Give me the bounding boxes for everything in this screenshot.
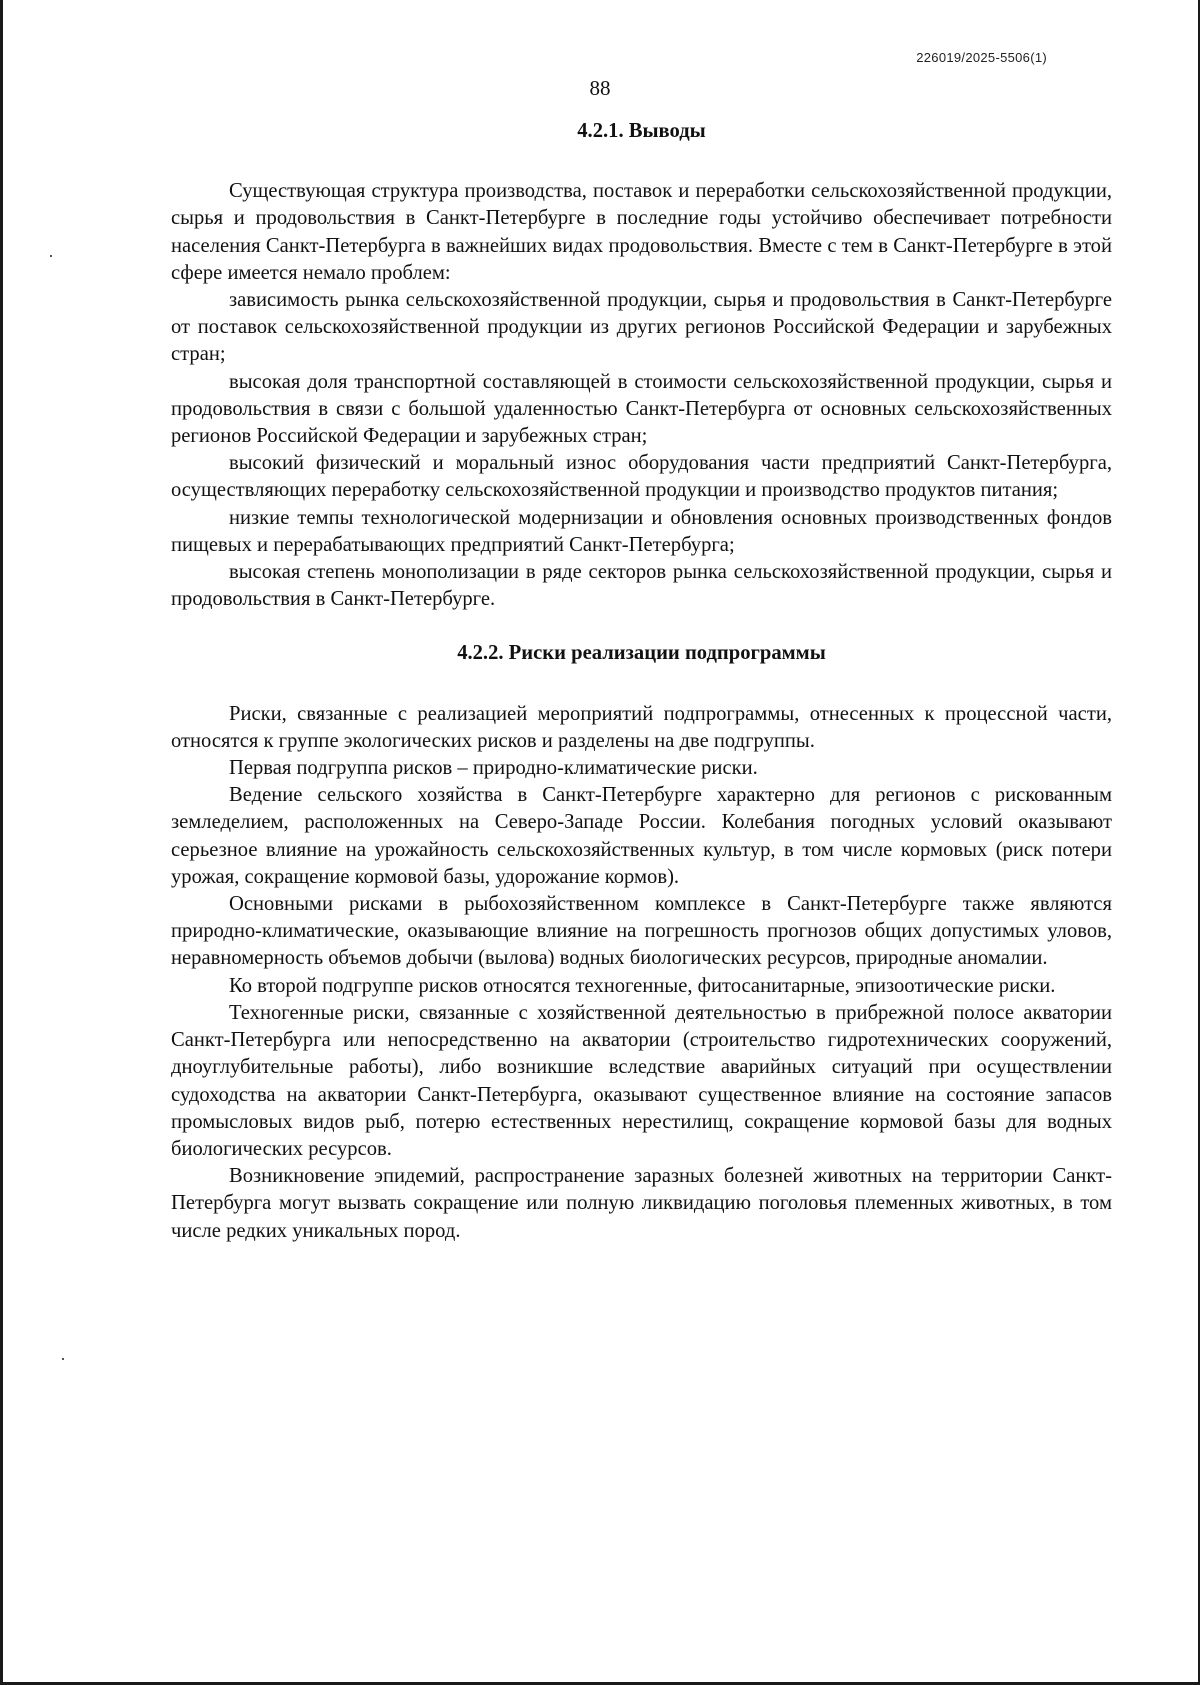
list-item: высокая степень монополизации в ряде секторов рынка сельскохозяйственной продукции, сырья и продовольствия в Санкт-Петербурге.	[171, 561, 1112, 611]
list-item: высокая доля транспортной составляющей в стоимости сельскохозяйственной продукции, сырья и продовольствия в связи с большой удаленностью Санкт-Петербурга от основных сельскохозяйственных регионов Российской Федерации и зарубежных стран;	[171, 370, 1112, 448]
section-title-risks: 4.2.2. Риски реализации подпрограммы	[457, 642, 826, 665]
paragraph: Возникновение эпидемий, распространение заразных болезней животных на территории Санкт-Петербурга могут вызвать сокращение или полную ликвидацию поголовья племенных животных, в том числе редких уникальных пород.	[171, 1165, 1112, 1242]
document-body	[171, 118, 1112, 1245]
paragraph: Риски, связанные с реализацией мероприятий подпрограммы, отнесенных к процессной части, относятся к группе экологических рисков и разделены на две подгруппы.	[171, 702, 1112, 752]
list-item: высокий физический и моральный износ оборудования части предприятий Санкт-Петербурга, осуществляющих переработку сельскохозяйственной продукции и производство продуктов питания;	[171, 452, 1112, 502]
paragraph: Ведение сельского хозяйства в Санкт-Петербурге характерно для регионов с рискованным земледелием, расположенных на Северо-Западе России. Колебания погодных условий оказывают серьезное влияние на урожайность сельскохозяйственных культур, в том числе кормовых (риск потери урожая, сокращение кормовой базы, удорожание кормов).	[171, 784, 1112, 888]
document-id: 226019/2025-5506(1)	[916, 50, 1047, 65]
list-item: низкие темпы технологической модернизации и обновления основных производственных фондов пищевых и перерабатывающих предприятий Санкт-Петербурга;	[171, 506, 1112, 556]
section-title-conclusions: 4.2.1. Выводы	[577, 120, 706, 142]
paragraph: Техногенные риски, связанные с хозяйственной деятельностью в прибрежной полосе акватории Санкт-Петербурга или непосредственно на акватории (строительство гидротехнических сооружений, дноуглубительные работы), либо возникшие вследствие аварийных ситуаций при осуществлении судоходства на акватории Санкт-Петербурга, оказывают существенное влияние на состояние запасов промысловых видов рыб, потерю естественных нерестилищ, сокращение кормовой базы для водных биологических ресурсов.	[171, 1001, 1112, 1160]
scan-speck	[50, 255, 52, 257]
paragraph: Основными рисками в рыбохозяйственном комплексе в Санкт-Петербурге также являются природно-климатические, оказывающие влияние на погрешность прогнозов общих допустимых уловов, неравномерность объемов добычи (вылова) водных биологических ресурсов, природные аномалии.	[171, 893, 1112, 970]
scan-edge-left	[0, 0, 3, 1685]
paragraph: Первая подгруппа рисков – природно-климатические риски.	[229, 757, 758, 780]
page-number: 88	[589, 76, 611, 100]
scan-speck	[62, 1358, 64, 1360]
paragraph: Ко второй подгруппе рисков относятся техногенные, фитосанитарные, эпизоотические риски.	[229, 974, 1056, 997]
paragraph: Существующая структура производства, поставок и переработки сельскохозяйственной продукции, сырья и продовольствия в Санкт-Петербурге в последние годы устойчиво обеспечивает потребности населения Санкт-Петербурга в важнейших видах продовольствия. Вместе с тем в Санкт-Петербурге в этой сфере имеется немало проблем:	[171, 180, 1112, 284]
list-item: зависимость рынка сельскохозяйственной продукции, сырья и продовольствия в Санкт-Петербурге от поставок сельскохозяйственной продукции из других регионов Российской Федерации и зарубежных стран;	[171, 289, 1112, 366]
